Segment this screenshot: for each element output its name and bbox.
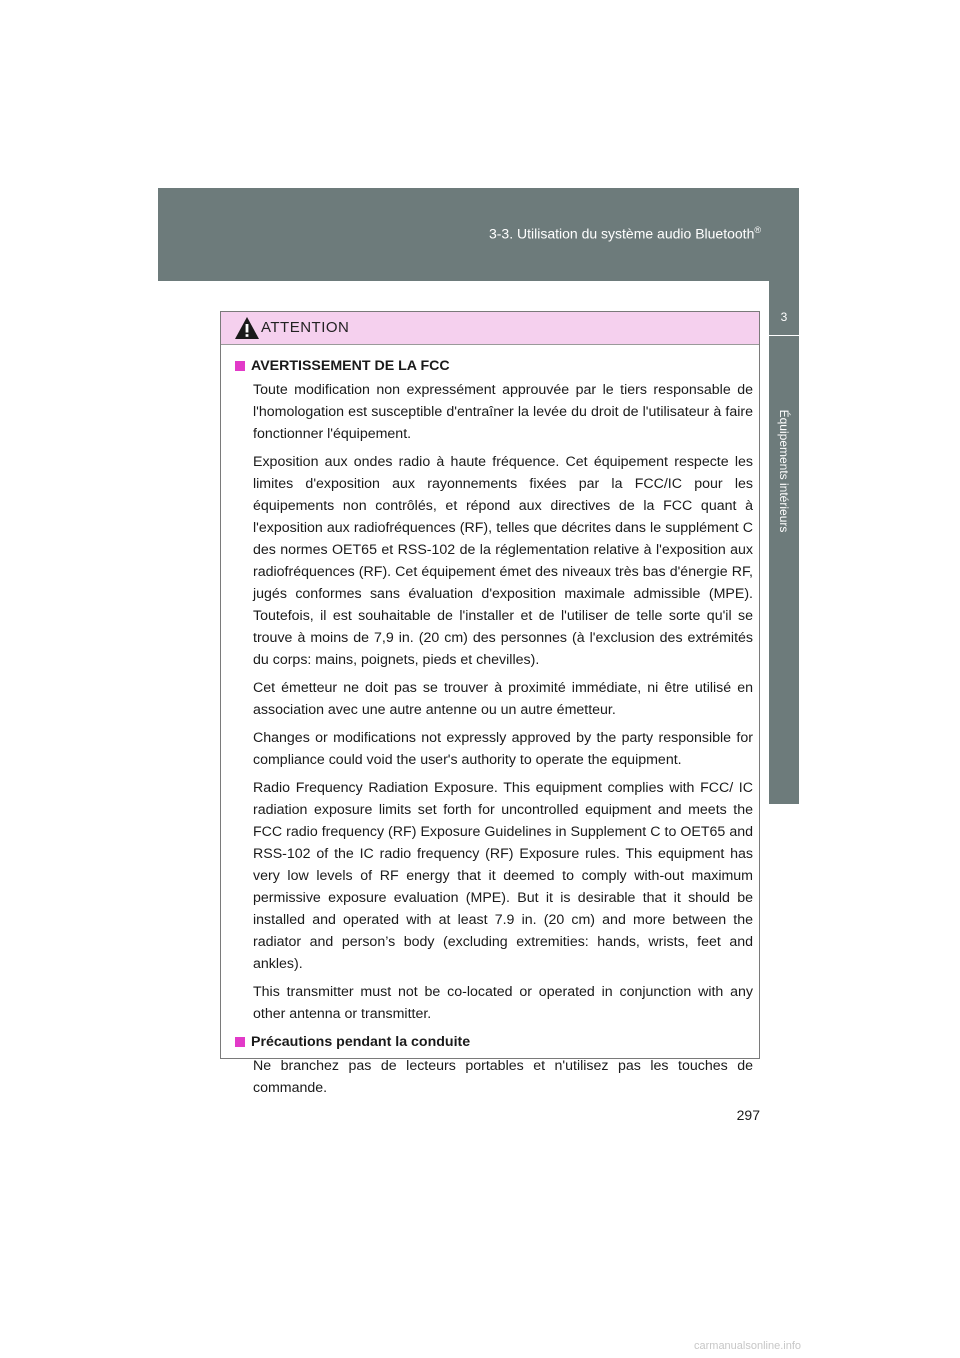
paragraph: Changes or modifications not expressly approved by the party responsible for compliance could void the user's authority to operate the equipment.: [253, 730, 753, 768]
paragraph: This transmitter must not be co-located or operated in conjunction with any other antenna or transmitter.: [253, 984, 753, 1022]
section-heading-driving: Précautions pendant la conduite: [235, 1031, 753, 1053]
warning-triangle-icon: [234, 316, 260, 340]
warning-header: [221, 312, 759, 345]
section-title: 3-3. Utilisation du système audio Bluetooth®: [488, 225, 761, 242]
paragraph: Cet émetteur ne doit pas se trouver à proximité immédiate, ni être utilisé en association avec une autre antenne ou un autre émetteur.: [253, 680, 753, 718]
warning-box: [220, 311, 760, 1096]
chapter-side-tab: [769, 281, 799, 804]
chapter-label: Équipements intérieurs: [777, 409, 791, 533]
section-bullet-icon: [235, 361, 245, 371]
paragraph: Toute modification non expressément approuvée par le tiers responsable de l'homologation est susceptible d'entraîner la levée du droit de l'utilisateur à faire fonctionner l'équipement.: [253, 382, 753, 442]
header-band: [158, 188, 799, 281]
section-heading-fcc: AVERTISSEMENT DE LA FCC: [235, 355, 753, 377]
section-bullet-icon: [235, 1037, 245, 1047]
watermark: carmanualsonline.info: [694, 1340, 802, 1352]
page-number: 297: [736, 1107, 760, 1123]
paragraph: Exposition aux ondes radio à haute fréquence. Cet équipement respecte les limites d'exposition aux rayonnements fixées par la FCC/IC pour les équipements non contrôlés, et répond aux directives de la FCC quant à l'exposition aux radiofréquences (RF), telles que décrites dans le supplément C des normes OET65 et RSS-102 de la réglementation relative à l'exposition aux radiofréquences (RF). Cet équipement émet des niveaux très bas d'énergie RF, jugés conformes sans évaluation d'exposition maximale admissible (MPE). Toutefois, il est souhaitable de l'installer et de l'utiliser de telle sorte qu'il se trouve à moins de 7,9 in. (20 cm) des personnes (à l'exclusion des extrémités du corps: mains, poignets, pieds et chevilles).: [253, 454, 753, 668]
warning-title: ATTENTION: [261, 319, 350, 336]
paragraph: Ne branchez pas de lecteurs portables et n'utilisez pas les touches de commande.: [253, 1058, 753, 1096]
chapter-number: 3: [769, 299, 799, 336]
paragraph: Radio Frequency Radiation Exposure. This equipment complies with FCC/ IC radiation exposure limits set forth for uncontrolled equipment and meets the FCC radio frequency (RF) Exposure Guidelines in Supplement C to OET65 and RSS-102 of the IC radio frequency (RF) Exposure rules. This equipment has very low levels of RF energy that it deemed to comply with-out maximum permissive exposure evaluation (MPE). But it is desirable that it should be installed and operated with at least 7.9 in. (20 cm) and more between the radiator and person’s body (excluding extremities: hands, wrists, feet and ankles).: [253, 780, 753, 972]
warning-body: [221, 345, 759, 1099]
